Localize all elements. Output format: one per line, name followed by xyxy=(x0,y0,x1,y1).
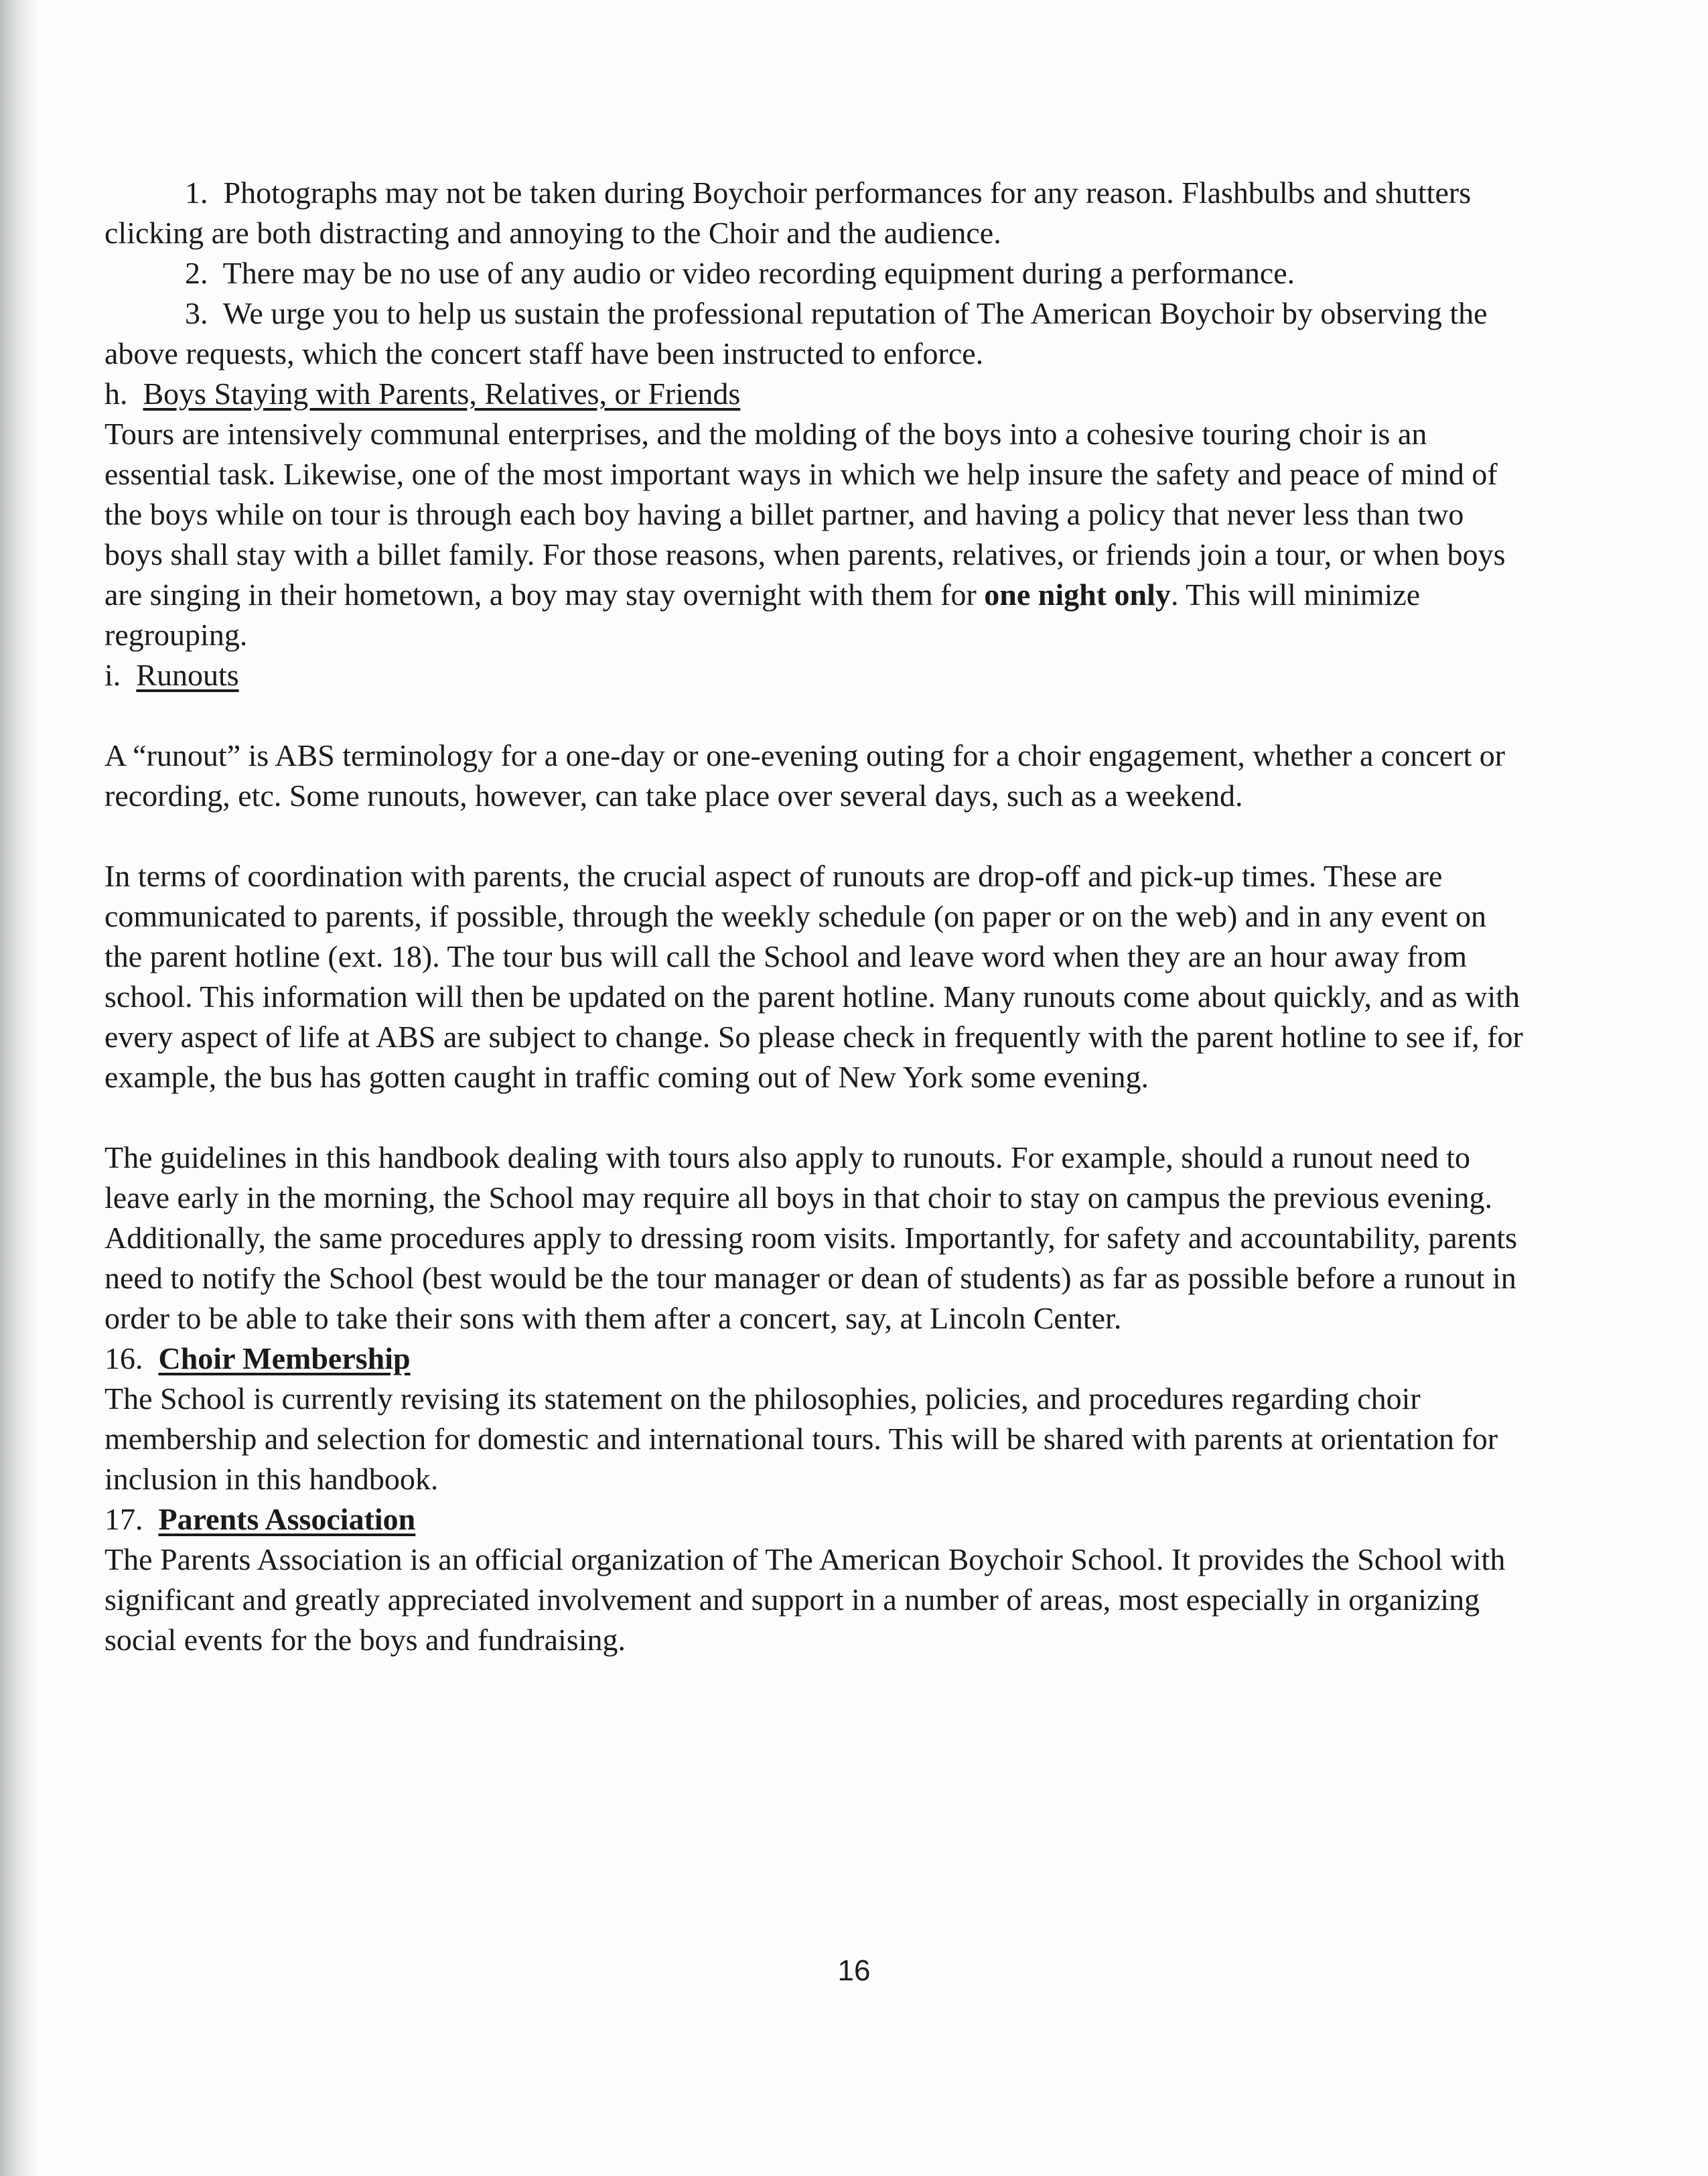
section-17-heading xyxy=(104,1499,1524,1540)
page-content xyxy=(104,173,1524,1660)
paragraph: In terms of coordination with parents, the crucial aspect of runouts are drop-off and pick-up times. These are communicated to parents, if possible, through the weekly schedule (on paper or on the web) and in any event on the parent hotline (ext. 18). The tour bus will call the School and leave word when they are an hour away from school. This information will then be updated on the parent hotline. Many runouts come about quickly, and as with every aspect of life at ABS are subject to change. So please check in frequently with the parent hotline to see if, for example, the bus has gotten caught in traffic coming out of New York some evening. xyxy=(104,859,1523,1094)
list-item xyxy=(104,293,1524,374)
section-h-heading xyxy=(104,374,1524,414)
list-item-number: 2. xyxy=(185,256,208,290)
section-title: Parents Association xyxy=(158,1502,416,1536)
body-text: . This will minimize regrouping. xyxy=(104,577,1421,652)
section-title: Boys Staying with Parents, Relatives, or Friends xyxy=(143,377,741,411)
scan-binding-edge xyxy=(0,0,40,2176)
section-letter: i. xyxy=(104,658,121,692)
list-item-text: There may be no use of any audio or video recording equipment during a performance. xyxy=(222,256,1295,290)
section-title: Runouts xyxy=(136,658,239,692)
paragraph: The guidelines in this handbook dealing with tours also apply to runouts. For example, should a runout need to leave early in the morning, the School may require all boys in that choir to stay on campus the previous evening. Additionally, the same procedures apply to dressing room visits. Importantly, for safety and accountability, parents need to notify the School (best would be the tour manager or dean of students) as far as possible before a runout in order to be able to take their sons with them after a concert, say, at Lincoln Center. xyxy=(104,1140,1518,1335)
section-title: Choir Membership xyxy=(158,1341,411,1375)
section-i-heading xyxy=(104,655,1524,695)
list-item xyxy=(104,253,1524,293)
list-item xyxy=(104,173,1524,253)
section-letter: h. xyxy=(104,377,128,411)
list-item-number: 1. xyxy=(185,176,208,210)
section-number: 16. xyxy=(104,1341,143,1375)
page-number: 16 xyxy=(837,1954,871,1987)
paragraph: A “runout” is ABS terminology for a one-day or one-evening outing for a choir engagement, whether a concert or recording, etc. Some runouts, however, can take place over several days, such as a weekend. xyxy=(104,738,1506,813)
section-16-heading xyxy=(104,1339,1524,1379)
body-text: Tours are intensively communal enterprises, and the molding of the boys into a cohesive touring choir is an essential task. Likewise, one of the most important ways in which we help insure the safety and peace of mind of the boys while on tour is through each boy having a billet partner, and having a policy that never less than two boys shall stay with a billet family. For those reasons, when parents, relatives, or friends join a tour, or when boys are singing in their hometown, a boy may stay overnight with them for xyxy=(104,417,1506,612)
section-number: 17. xyxy=(104,1502,143,1536)
list-item-text: We urge you to help us sustain the professional reputation of The American Boychoir by observing the above requests, which the concert staff have been instructed to enforce. xyxy=(104,296,1488,370)
paragraph: The School is currently revising its statement on the philosophies, policies, and procedures regarding choir membership and selection for domestic and international tours. This will be shared with parents at orientation for inclusion in this handbook. xyxy=(104,1381,1498,1496)
paragraph: The Parents Association is an official organization of The American Boychoir School. It provides the School with significant and greatly appreciated involvement and support in a number of areas, most especially in organizing social events for the boys and fundraising. xyxy=(104,1542,1506,1657)
emphasis-text: one night only xyxy=(984,577,1171,612)
section-h-body xyxy=(104,414,1524,655)
list-item-text: Photographs may not be taken during Boychoir performances for any reason. Flashbulbs and shutters clicking are both distracting and annoying to the Choir and the audience. xyxy=(104,176,1472,250)
list-item-number: 3. xyxy=(185,296,208,330)
